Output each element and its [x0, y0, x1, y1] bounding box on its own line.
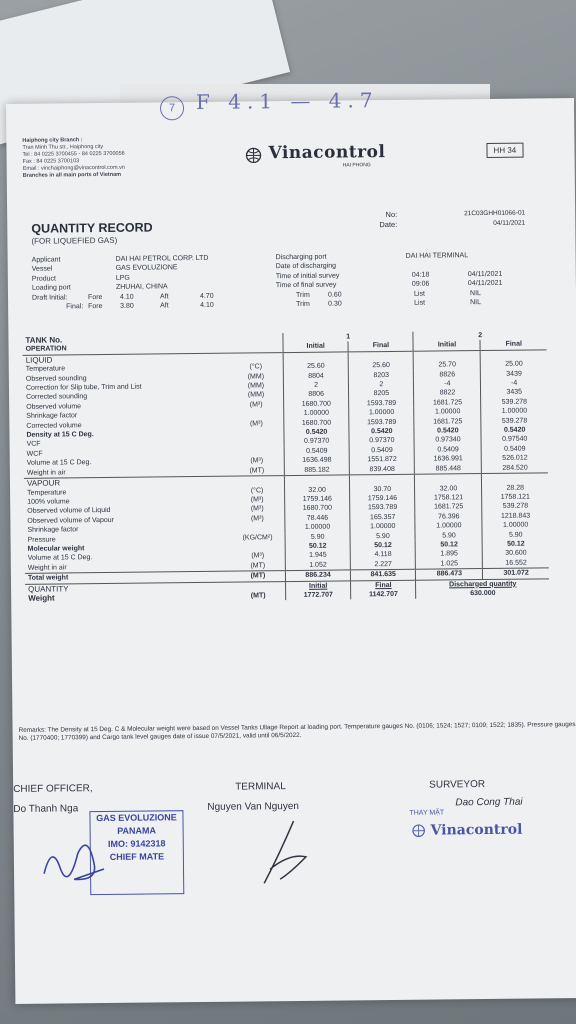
final-header: Final	[480, 340, 546, 351]
remarks-text: Remarks: The Density at 15 Deg. C & Molecular weight were based on Vessel Tanks Ullage Report at loading port. Temperature gauges No. (0106; 1524; 1527; 0109; 1522; 1835). Pressure gauges No. (1770400; 1770399) and Cargo tank level gauges date of issue 07/5/2021, valid until 06/5/2022.	[18, 721, 576, 742]
logo-subtitle: HAI PHONG	[342, 162, 371, 169]
handwritten-note: F 4.1 — 4.7	[195, 88, 379, 115]
branch-line: Email : vinchaiphong@vinacontrol.com.vn	[22, 164, 125, 172]
table-cell: 1.00000	[284, 409, 349, 419]
info-label: Date of discharging	[275, 262, 337, 271]
table-cell: 0.5420	[349, 427, 414, 437]
table-cell: -4	[481, 378, 547, 388]
row-label: Corrected sounding	[26, 393, 88, 402]
row-unit: (M³)	[250, 496, 264, 504]
table-cell: 165.357	[350, 512, 415, 522]
table-cell: 16.552	[483, 558, 549, 569]
table-cell: 50.12	[350, 541, 415, 551]
row-unit: (MM)	[247, 391, 265, 399]
row-unit	[229, 409, 284, 419]
stamp-prefix: THAY MẶT	[409, 809, 445, 817]
table-cell: 1680.700	[284, 418, 349, 428]
row-unit	[230, 523, 285, 533]
quantity-initial-header: Initial	[286, 580, 351, 591]
branch-line: Haiphong city Branch :	[22, 137, 83, 144]
table-cell: 32.00	[285, 485, 350, 495]
table-cell: 1.052	[285, 560, 350, 571]
trim-initial: 0.60	[327, 291, 342, 299]
table-cell: 0.5420	[284, 427, 349, 437]
row-label: Density at 15 C Deg.	[26, 431, 94, 439]
table-cell: 1593.789	[349, 399, 414, 409]
branch-line: Branches in all main ports of Vietnam	[22, 171, 122, 179]
table-cell: 50.12	[416, 540, 483, 550]
table-cell: 2	[349, 380, 414, 390]
table-cell	[283, 352, 348, 363]
row-label: Shrinkage factor	[26, 412, 78, 421]
table-cell: 526.012	[482, 454, 548, 464]
quantity-label: QUANTITY	[25, 582, 231, 594]
survey-times	[412, 269, 532, 289]
tank-quantity-table	[22, 330, 549, 603]
table-cell: 1.00000	[285, 523, 350, 533]
operation-header: OPERATION	[25, 345, 67, 354]
chief-officer-name: Do Thanh Nga	[13, 803, 79, 815]
row-label: Observed volume of Liquid	[27, 507, 111, 516]
table-cell: 1.895	[416, 549, 483, 559]
table-cell: 885.182	[284, 465, 349, 476]
table-cell: 5.90	[285, 532, 350, 542]
table-cell: 8804	[283, 371, 348, 381]
table-cell: 25.60	[283, 362, 348, 372]
initial-header: Initial	[413, 340, 480, 351]
table-cell: 1.00000	[350, 522, 415, 532]
total-weight-label: Total weight	[25, 571, 231, 584]
table-cell	[482, 473, 548, 484]
loading-port-value: ZHUHAI, CHINA	[115, 283, 168, 292]
table-cell: 839.408	[350, 464, 415, 475]
table-cell: 1551.872	[349, 455, 414, 465]
row-unit: (M³)	[250, 505, 264, 513]
product-value: LPG	[115, 274, 130, 282]
globe-logo-icon	[242, 147, 264, 163]
stamp-line: CHIEF MATE	[109, 851, 165, 862]
row-label: VCF	[26, 441, 41, 449]
table-cell: 841.635	[351, 569, 416, 580]
quantity-final-value: 1142.707	[351, 590, 416, 600]
row-label: Corrected volume	[26, 421, 82, 430]
initial-time: 04:18	[411, 271, 430, 279]
row-unit: (M³)	[250, 515, 264, 523]
unit-header	[228, 333, 283, 343]
fore-value: 3.80	[120, 302, 134, 310]
table-cell: 1681.725	[414, 417, 481, 427]
info-label: Time of final survey	[275, 281, 337, 290]
row-label: Pressure	[27, 536, 56, 544]
row-label: Volume at 15 C Deg.	[27, 554, 93, 563]
row-label: Temperature	[25, 365, 66, 374]
row-label: WCF	[26, 450, 43, 458]
table-cell: 5.90	[415, 531, 482, 541]
form-code: HH 34	[486, 143, 523, 158]
table-cell: 1.945	[285, 551, 350, 561]
table-cell: 0.5420	[481, 425, 547, 435]
table-cell: 30.600	[483, 549, 549, 559]
logo-text: Vinacontrol	[268, 142, 386, 164]
table-cell: 284.520	[482, 463, 548, 474]
table-cell: 1759.146	[285, 494, 350, 504]
table-cell: 25.70	[414, 360, 481, 370]
table-cell: 1758.121	[482, 492, 548, 502]
discharging-port-value: DAI HAI TERMINAL	[405, 252, 469, 260]
table-cell: 1759.146	[350, 494, 415, 504]
info-label: Vessel	[31, 265, 53, 274]
table-cell: 0.97340	[414, 436, 481, 446]
row-unit: (M³)	[250, 457, 264, 465]
row-label: Molecular weight	[27, 545, 85, 553]
table-cell: 1.00000	[482, 520, 548, 530]
table-cell: 5.90	[350, 531, 415, 541]
table-cell: 0.5409	[415, 445, 482, 455]
stamp-logo-text: Vinacontrol	[430, 821, 523, 839]
fore-label: Fore	[87, 293, 103, 301]
record-number: 21C03GHH01066-01	[464, 209, 526, 218]
table-cell: 78.446	[285, 513, 350, 523]
handwritten-circle-mark: 7	[160, 96, 184, 120]
row-label: Observed sounding	[25, 374, 87, 383]
discharged-quantity-header: Discharged quantity	[416, 578, 549, 589]
document-title: QUANTITY RECORD	[31, 220, 153, 236]
table-cell	[350, 474, 415, 485]
table-cell: 8205	[349, 389, 414, 399]
row-unit	[230, 447, 285, 457]
initial-date: 04/11/2021	[467, 270, 503, 278]
chief-officer-signature	[34, 823, 115, 894]
table-cell: 25.00	[481, 360, 547, 370]
stamp-line: IMO: 9142318	[107, 838, 166, 849]
final-header: Final	[348, 341, 413, 352]
table-cell: 1.00000	[349, 408, 414, 418]
table-cell: 886.234	[285, 570, 350, 581]
trim-final: 0.30	[328, 300, 342, 308]
draft-final-row	[88, 300, 278, 311]
aft-value: 4.10	[200, 301, 214, 309]
final-time: 09:06	[411, 280, 430, 288]
document-subtitle: (FOR LIQUEFIED GAS)	[31, 235, 118, 246]
table-cell: 28.28	[482, 483, 548, 493]
branch-address	[22, 136, 192, 180]
table-cell: 8806	[284, 390, 349, 400]
table-cell: 1.00000	[415, 521, 482, 531]
surveyor-label: SURVEYOR	[429, 779, 486, 791]
quantity-record-document	[6, 88, 576, 1004]
row-unit	[229, 428, 284, 438]
table-cell: 885.448	[415, 464, 482, 475]
weight-unit: (MT)	[250, 592, 266, 600]
row-unit: (MT)	[249, 467, 265, 475]
list-label: List	[414, 299, 426, 307]
table-cell: 30.70	[350, 484, 415, 494]
draft-values	[88, 291, 278, 312]
fore-value: 4.10	[119, 293, 134, 301]
final-date: 04/11/2021	[467, 280, 503, 288]
unit-cell	[229, 352, 284, 362]
quantity-final-header: Final	[351, 580, 416, 591]
unit-header	[229, 343, 284, 353]
table-cell: 0.5409	[284, 446, 349, 456]
row-unit: (MT)	[250, 562, 266, 570]
table-cell	[348, 351, 413, 362]
unit-cell	[230, 476, 285, 486]
info-label: Product	[31, 275, 56, 283]
row-unit: (MM)	[247, 382, 265, 390]
row-unit: (°C)	[249, 363, 263, 371]
table-cell: 1680.700	[285, 504, 350, 514]
info-label: Discharging port	[275, 253, 327, 262]
branch-line: Tel : 84 0225 3700455 - 84 0225 3700056	[22, 150, 125, 158]
table-cell: 1.00000	[481, 407, 547, 417]
unit-cell	[231, 581, 286, 591]
table-cell: 1218.843	[482, 511, 548, 521]
number-date-values	[419, 209, 525, 230]
discharged-quantity-value: 630.000	[416, 588, 549, 599]
table-cell: 8826	[414, 370, 481, 380]
branch-line: Fax : 84 0225 3700103	[22, 158, 80, 165]
info-label: Time of initial survey	[275, 272, 340, 280]
row-unit	[230, 438, 285, 448]
row-label: Weight in air	[27, 564, 67, 572]
terminal-name: Nguyen Van Nguyen	[207, 800, 299, 813]
total-weight-unit: (MT)	[231, 571, 286, 582]
table-cell: 76.396	[415, 512, 482, 522]
info-left-labels	[32, 255, 84, 312]
aft-label: Aft	[159, 292, 169, 300]
row-label: Observed volume of Vapour	[27, 516, 115, 525]
table-cell: 0.5409	[482, 444, 548, 454]
tank-no-header: TANK No.	[25, 335, 63, 345]
quantity-initial-value: 1772.707	[286, 590, 351, 600]
row-label: 100% volume	[27, 498, 70, 506]
fore-label: Fore	[88, 303, 103, 311]
trim-list-values	[328, 288, 548, 309]
table-cell: 1636.991	[415, 454, 482, 464]
table-cell: 4.118	[350, 550, 415, 560]
table-cell: 539.278	[482, 502, 548, 512]
table-cell: 0.97370	[284, 437, 349, 447]
list-initial: NIL	[469, 289, 481, 297]
row-label: Correction for Slip tube, Trim and List	[25, 383, 142, 392]
aft-value: 4.70	[199, 292, 214, 300]
list-final: NIL	[470, 299, 482, 307]
table-cell: 2.227	[351, 559, 416, 570]
table-cell: 3439	[481, 369, 547, 379]
trim-final-row	[328, 297, 548, 309]
stamp-line: PANAMA	[117, 825, 157, 836]
terminal-signature	[249, 813, 320, 894]
row-label: Shrinkage factor	[27, 526, 79, 534]
terminal-label: TERMINAL	[235, 781, 286, 793]
table-cell: 539.278	[481, 397, 547, 407]
applicant-value: DAI HAI PETROL CORP. LTD	[115, 254, 209, 263]
table-cell: 301.072	[483, 568, 549, 579]
table-cell: 0.5409	[349, 446, 414, 456]
row-unit: (M³)	[249, 419, 263, 428]
table-cell: 1593.789	[349, 417, 414, 427]
row-unit: (MM)	[247, 372, 265, 381]
table-cell: 1681.725	[415, 502, 482, 512]
table-cell: 25.60	[348, 361, 413, 371]
vapour-section	[24, 473, 549, 574]
row-label: Temperature	[27, 488, 67, 497]
list-label: List	[413, 290, 425, 298]
globe-logo-icon	[410, 824, 428, 838]
table-cell: 0.97540	[481, 435, 547, 445]
table-cell: 50.12	[482, 539, 548, 549]
info-label: Final:	[66, 303, 84, 311]
surveyor-stamp	[409, 809, 529, 854]
tank-2-header: 2	[413, 330, 546, 341]
row-unit: (KG/CM²)	[242, 533, 273, 542]
branch-line: Tran Minh Thu str., Haiphong city	[22, 143, 104, 151]
info-label: Draft Initial:	[31, 293, 68, 302]
no-label: No:	[385, 209, 398, 220]
record-date: 04/11/2021	[493, 219, 526, 227]
table-cell: 0.97370	[349, 436, 414, 446]
table-cell: 2	[283, 380, 348, 390]
info-left-values	[116, 254, 209, 293]
surveyor-name: Dao Cong Thai	[455, 796, 523, 809]
table-cell: 1.00000	[414, 407, 481, 417]
section-label: VAPOUR	[24, 476, 230, 488]
tank-1-header: 1	[283, 332, 414, 343]
row-label: Observed volume	[26, 403, 82, 411]
table-cell: 50.12	[285, 541, 350, 551]
row-unit: (°C)	[250, 486, 264, 494]
table-cell: -4	[414, 379, 481, 389]
table-cell: 5.90	[482, 530, 548, 540]
row-label: Volume at 15 C Deg.	[26, 459, 92, 468]
weight-label: Weight	[28, 593, 55, 603]
table-cell: 1636.498	[284, 456, 349, 466]
row-unit: (M³)	[251, 552, 265, 560]
row-label: Weight in air	[26, 469, 66, 477]
stamp-line: GAS EVOLUZIONE	[96, 812, 177, 824]
aft-label: Aft	[160, 302, 169, 310]
row-unit: (M³)	[249, 401, 263, 409]
liquid-section	[23, 350, 548, 479]
chief-officer-label: CHIEF OFFICER,	[13, 783, 93, 795]
initial-header: Initial	[283, 342, 348, 353]
info-label: Loading port	[31, 284, 71, 292]
table-cell: 3435	[481, 388, 547, 398]
table-cell: 32.00	[415, 484, 482, 494]
table-cell: 1681.725	[414, 398, 481, 408]
vinacontrol-logo	[242, 142, 385, 163]
date-label: Date:	[379, 219, 398, 230]
table-cell: 886.473	[416, 569, 483, 580]
row-unit	[231, 542, 286, 552]
info-label: Trim	[296, 300, 310, 309]
info-label: Applicant	[31, 256, 61, 264]
number-date-labels	[367, 210, 397, 230]
info-label: Trim	[295, 291, 310, 299]
table-cell: 539.278	[481, 416, 547, 426]
section-label: LIQUID	[23, 353, 229, 365]
table-cell: 8203	[349, 370, 414, 380]
table-cell: 1680.700	[284, 399, 349, 409]
table-cell: 0.5420	[414, 426, 481, 436]
table-cell: 1.025	[416, 559, 483, 570]
vessel-value: GAS EVOLUZIONE	[115, 264, 178, 273]
table-cell: 8822	[414, 388, 481, 398]
table-cell: 1758.121	[415, 493, 482, 503]
table-cell: 1593.789	[350, 503, 415, 513]
